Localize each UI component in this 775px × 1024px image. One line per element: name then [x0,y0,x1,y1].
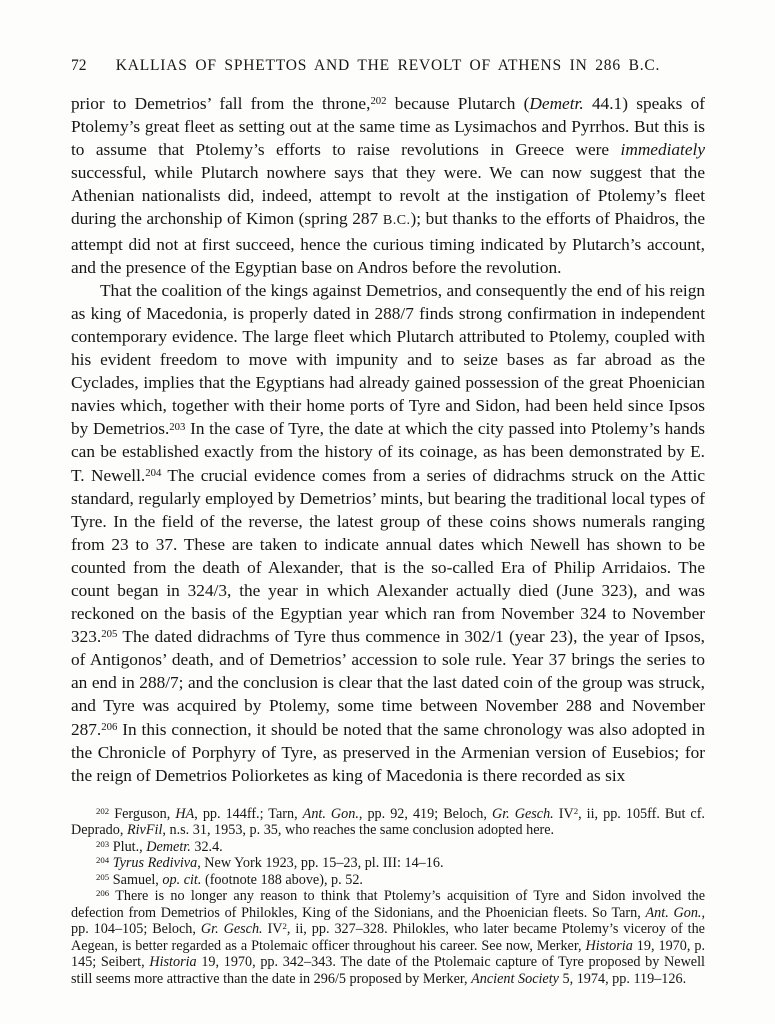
text-run: IV [262,921,283,938]
text-run: Ancient Society [471,970,559,987]
text-run: , New York 1923, pp. 15–23, pl. III: 14–16. [197,855,444,872]
text-run: In this connection, it should be noted that the same chronology was also adopted in the Chronicle of Porphyry of Tyre, as preserved in the Armenian version of Eusebios; for the reign of Demetrios Poliorketes as king of Macedonia is there recorded as six [71,719,705,785]
text-run: Historia [149,954,197,971]
text-run: IV [553,805,574,822]
body-text [71,92,705,787]
text-run: , n.s. 31, 1953, p. 35, who reaches the same conclusion adopted here. [162,822,555,839]
text-run: Gr. Gesch. [200,921,263,938]
text-run: 19, 1970, p. 145; Seibert, [71,937,705,971]
text-run: There is no longer any reason to think that Ptolemy’s acquisition of Tyre and Sidon involved the defection from Demetrios of Philokles, King of the Sidonians, and the Phoenician fleets. So Tarn, [71,888,705,921]
text-run: , pp. 92, 419; Beloch, [358,805,492,822]
footnotes [71,806,705,988]
footnote [71,839,705,856]
text-run: Ant. Gon. [645,904,702,921]
running-title: KALLIAS OF SPHETTOS AND THE REVOLT OF ATHENS IN 286 B.C. [115,57,661,74]
superscript-number: 206 [101,720,118,733]
text-run: Tyrus Rediviva [112,855,198,872]
text-run: immediately [620,140,705,160]
text-run: successful, while Plutarch nowhere says that they were. We can now suggest that the Athenian nationalists did, indeed, attempt to revolt at the instigation of Ptolemy’s fleet during the archonship of Kimon (spring 287 [71,163,705,229]
text-run: Ferguson, [109,805,176,822]
text-run: That the coalition of the kings against Demetrios, and consequently the end of his reign as king of Macedonia, is properly dated in 288/7 finds strong confirmation in independent contemporary evidence. The large fleet which Plutarch attributed to Ptolemy, coupled with his evident freedom to move with impunity and to seize bases as far abroad as the Cyclades, implies that the Egyptians had already gained possession of the great Phoenician navies which, together with their home ports of Tyre and Sidon, had been held since Ipsos by Demetrios. [71,280,705,439]
paragraph [71,92,705,279]
superscript-number: 205 [101,628,118,641]
superscript-number: 2 [282,921,287,932]
page-number: 72 [71,57,87,74]
footnote [71,872,705,889]
footnote [71,806,705,839]
text-run: prior to Demetrios’ fall from the throne, [71,94,371,113]
footnote [71,855,705,872]
text-run: HA [175,805,195,822]
text-run: The dated didrachms of Tyre thus commence in 302/1 (year 23), the year of Ipsos, of Antigonos’ death, and of Demetrios’ accession to sole rule. Year 37 brings the series to an end in 288/7; and the conclusion is clear that the last dated coin of the group was struck, and Tyre was acquired by Ptolemy, some time between November 288 and November 287. [71,627,705,739]
text-run: Gr. Gesch. [491,805,554,822]
text-run: , ii, pp. 327–328. Philokles, who later became Ptolemy’s viceroy of the Aegean, is better regarded as a Ptolemaic officer throughout his career. See now, Merker, [71,921,705,954]
page-header [71,57,705,74]
superscript-number: 204 [145,466,162,479]
footnote [71,888,705,987]
paragraph [71,279,705,787]
text-run: , ii, pp. 105ff. But cf. Deprado, [71,805,705,839]
text-run: Plut., [109,838,147,855]
text-run: B.C. [382,212,411,229]
superscript-number: 206 [96,888,110,899]
superscript-number: 205 [96,871,110,882]
superscript-number: 203 [169,420,186,433]
text-run: Demetr. [146,838,191,855]
text-run: Samuel, [109,871,163,888]
superscript-number: 2 [573,805,579,816]
text-run: Historia [585,937,633,954]
text-run: because Plutarch ( [386,94,530,113]
text-run: op. cit. [162,871,202,888]
text-run: 19, 1970, pp. 342–343. The date of the Ptolemaic capture of Tyre proposed by Newell still seems more attractive than the date in 296/5 proposed by Merker, [71,954,705,987]
text-run: Ant. Gon. [302,805,359,822]
text-run: 32.4. [190,838,223,855]
superscript-number: 202 [370,95,387,108]
text-run: The crucial evidence comes from a series of didrachms struck on the Attic standard, regularly employed by Demetrios’ mints, but bearing the traditional local types of Tyre. In the field of the reverse, the latest group of these coins shows numerals ranging from 23 to 37. These are taken to indicate annual dates which Newell has shown to be counted from the death of Alexander, that is the so-called Era of Philip Arridaios. The count began in 324/3, the year in which Alexander actually died (June 323), and was reckoned on the basis of the Egyptian year which ran from November 324 to November 323. [71,465,705,647]
text-run: (footnote 188 above), p. 52. [201,871,363,888]
text-run: , pp. 104–105; Beloch, [71,904,706,938]
text-run: , pp. 144ff.; Tarn, [194,805,303,822]
superscript-number: 203 [96,838,110,849]
text-run: RivFil [126,822,163,839]
superscript-number: 204 [96,855,110,866]
text-run: Demetr. [529,94,584,113]
superscript-number: 202 [96,805,110,816]
text-run: In the case of Tyre, the date at which the city passed into Ptolemy’s hands can be established exactly from the history of its coinage, as has been demonstrated by E. T. Newell. [71,419,705,485]
text-run: 5, 1974, pp. 119–126. [558,970,687,987]
text-run: ); but thanks to the efforts of Phaidros, the attempt did not at first succeed, hence the curious timing indicated by Plutarch’s account, and the presence of the Egyptian base on Andros before the revolution. [71,209,705,277]
text-run: 44.1) speaks of Ptolemy’s great fleet as setting out at the same time as Lysimachos and Pyrrhos. But this is to assume that Ptolemy’s efforts to raise revolutions in Greece were [71,94,705,160]
